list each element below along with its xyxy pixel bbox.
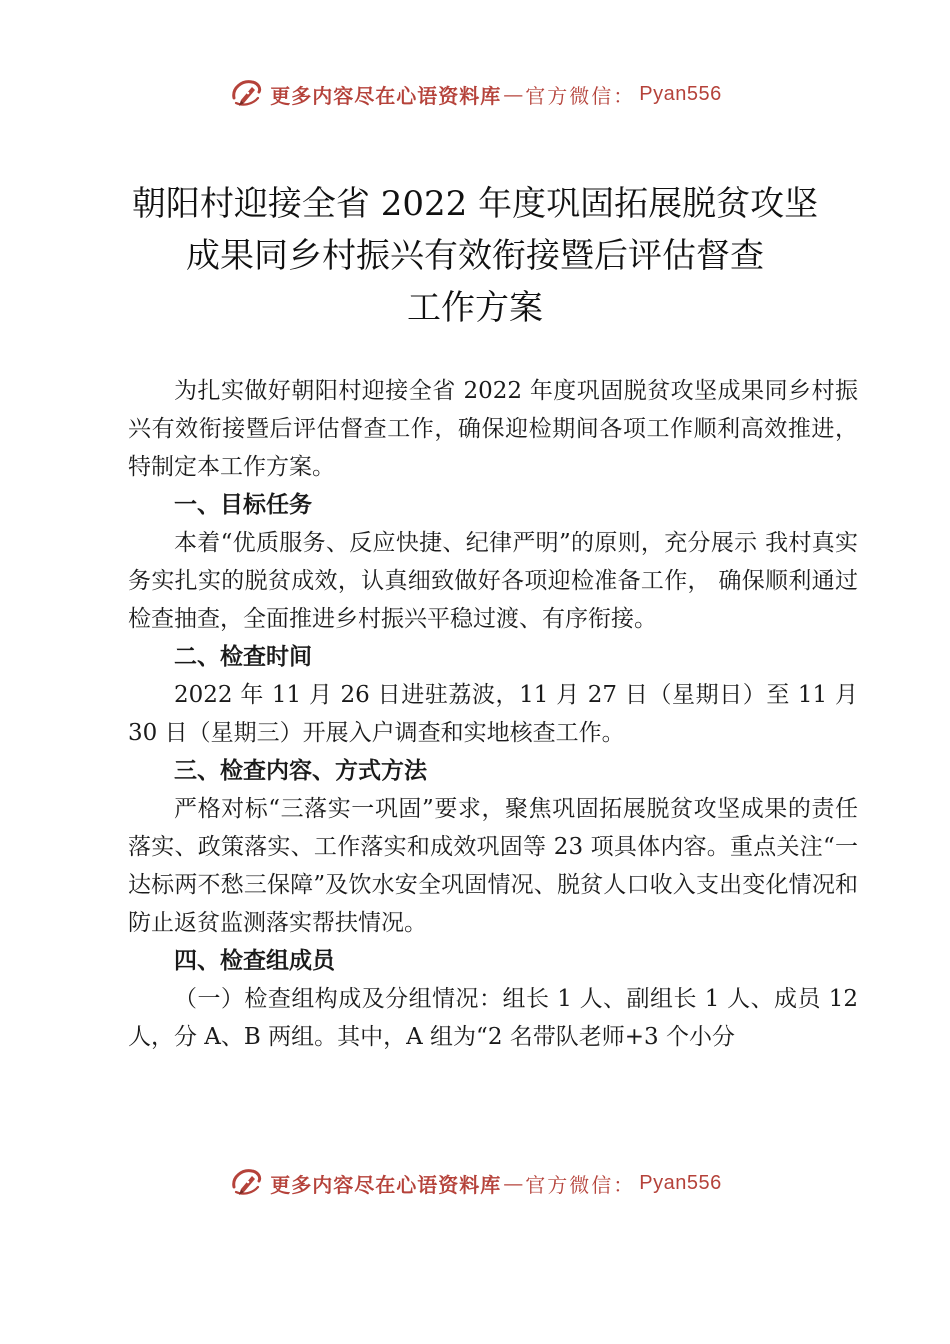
watermark-wechat-label: 官方微信： (525, 1172, 636, 1197)
title-line-1: 朝阳村迎接全省 2022 年度巩固拓展脱贫攻坚 (131, 184, 819, 224)
watermark-banner-top (0, 74, 950, 114)
watermark-dash: — (503, 82, 524, 106)
pen-logo-icon (228, 1165, 264, 1201)
title-line-2: 成果同乡村振兴有效衔接暨后评估督查 (186, 236, 764, 276)
section-text-time: 2022 年 11 月 26 日进驻荔波，11 月 27 日（星期日）至 11 月 30 日（星期三）开展入户调查和实地核查工作。 (128, 682, 858, 746)
section-heading-members: 四、检查组成员 (174, 948, 335, 974)
document-title (60, 178, 890, 334)
watermark-site-name: 更多内容尽在心语资料库 (270, 83, 502, 108)
watermark-dash: — (503, 1171, 524, 1195)
watermark-banner-bottom (0, 1163, 950, 1203)
section-text-goals: 本着“优质服务、反应快捷、纪律严明”的原则，充分展示 我村真实务实扎实的脱贫成效，认真细致做好各项迎检准备工作， 确保顺利通过检查抽查，全面推进乡村振兴平稳过渡、有序衔接。 (128, 530, 858, 632)
section-text-content: 严格对标“三落实一巩固”要求，聚焦巩固拓展脱贫攻坚成果的责任落实、政策落实、工作落实和成效巩固等 23 项具体内容。重点关注“一达标两不愁三保障”及饮水安全巩固情况、脱贫人口收入支出变化情况和防止返贫监测落实帮扶情况。 (128, 796, 858, 936)
section-heading-time: 二、检查时间 (174, 644, 312, 670)
watermark-wechat-id: Pyan556 (639, 1171, 722, 1194)
section-heading-goals: 一、目标任务 (174, 492, 312, 518)
watermark-wechat-label: 官方微信： (525, 83, 636, 108)
document-body (128, 372, 858, 1056)
section-heading-content: 三、检查内容、方式方法 (174, 758, 427, 784)
title-line-3: 工作方案 (407, 288, 543, 328)
section-text-members: （一）检查组构成及分组情况：组长 1 人、副组长 1 人、成员 12 人，分 A、B 两组。其中，A 组为“2 名带队老师+3 个小分 (128, 986, 858, 1050)
watermark-site-name: 更多内容尽在心语资料库 (270, 1172, 502, 1197)
pen-logo-icon (228, 76, 264, 112)
watermark-wechat-id: Pyan556 (639, 82, 722, 105)
intro-paragraph: 为扎实做好朝阳村迎接全省 2022 年度巩固脱贫攻坚成果同乡村振兴有效衔接暨后评估督查工作，确保迎检期间各项工作顺利高效推进，特制定本工作方案。 (128, 378, 858, 480)
